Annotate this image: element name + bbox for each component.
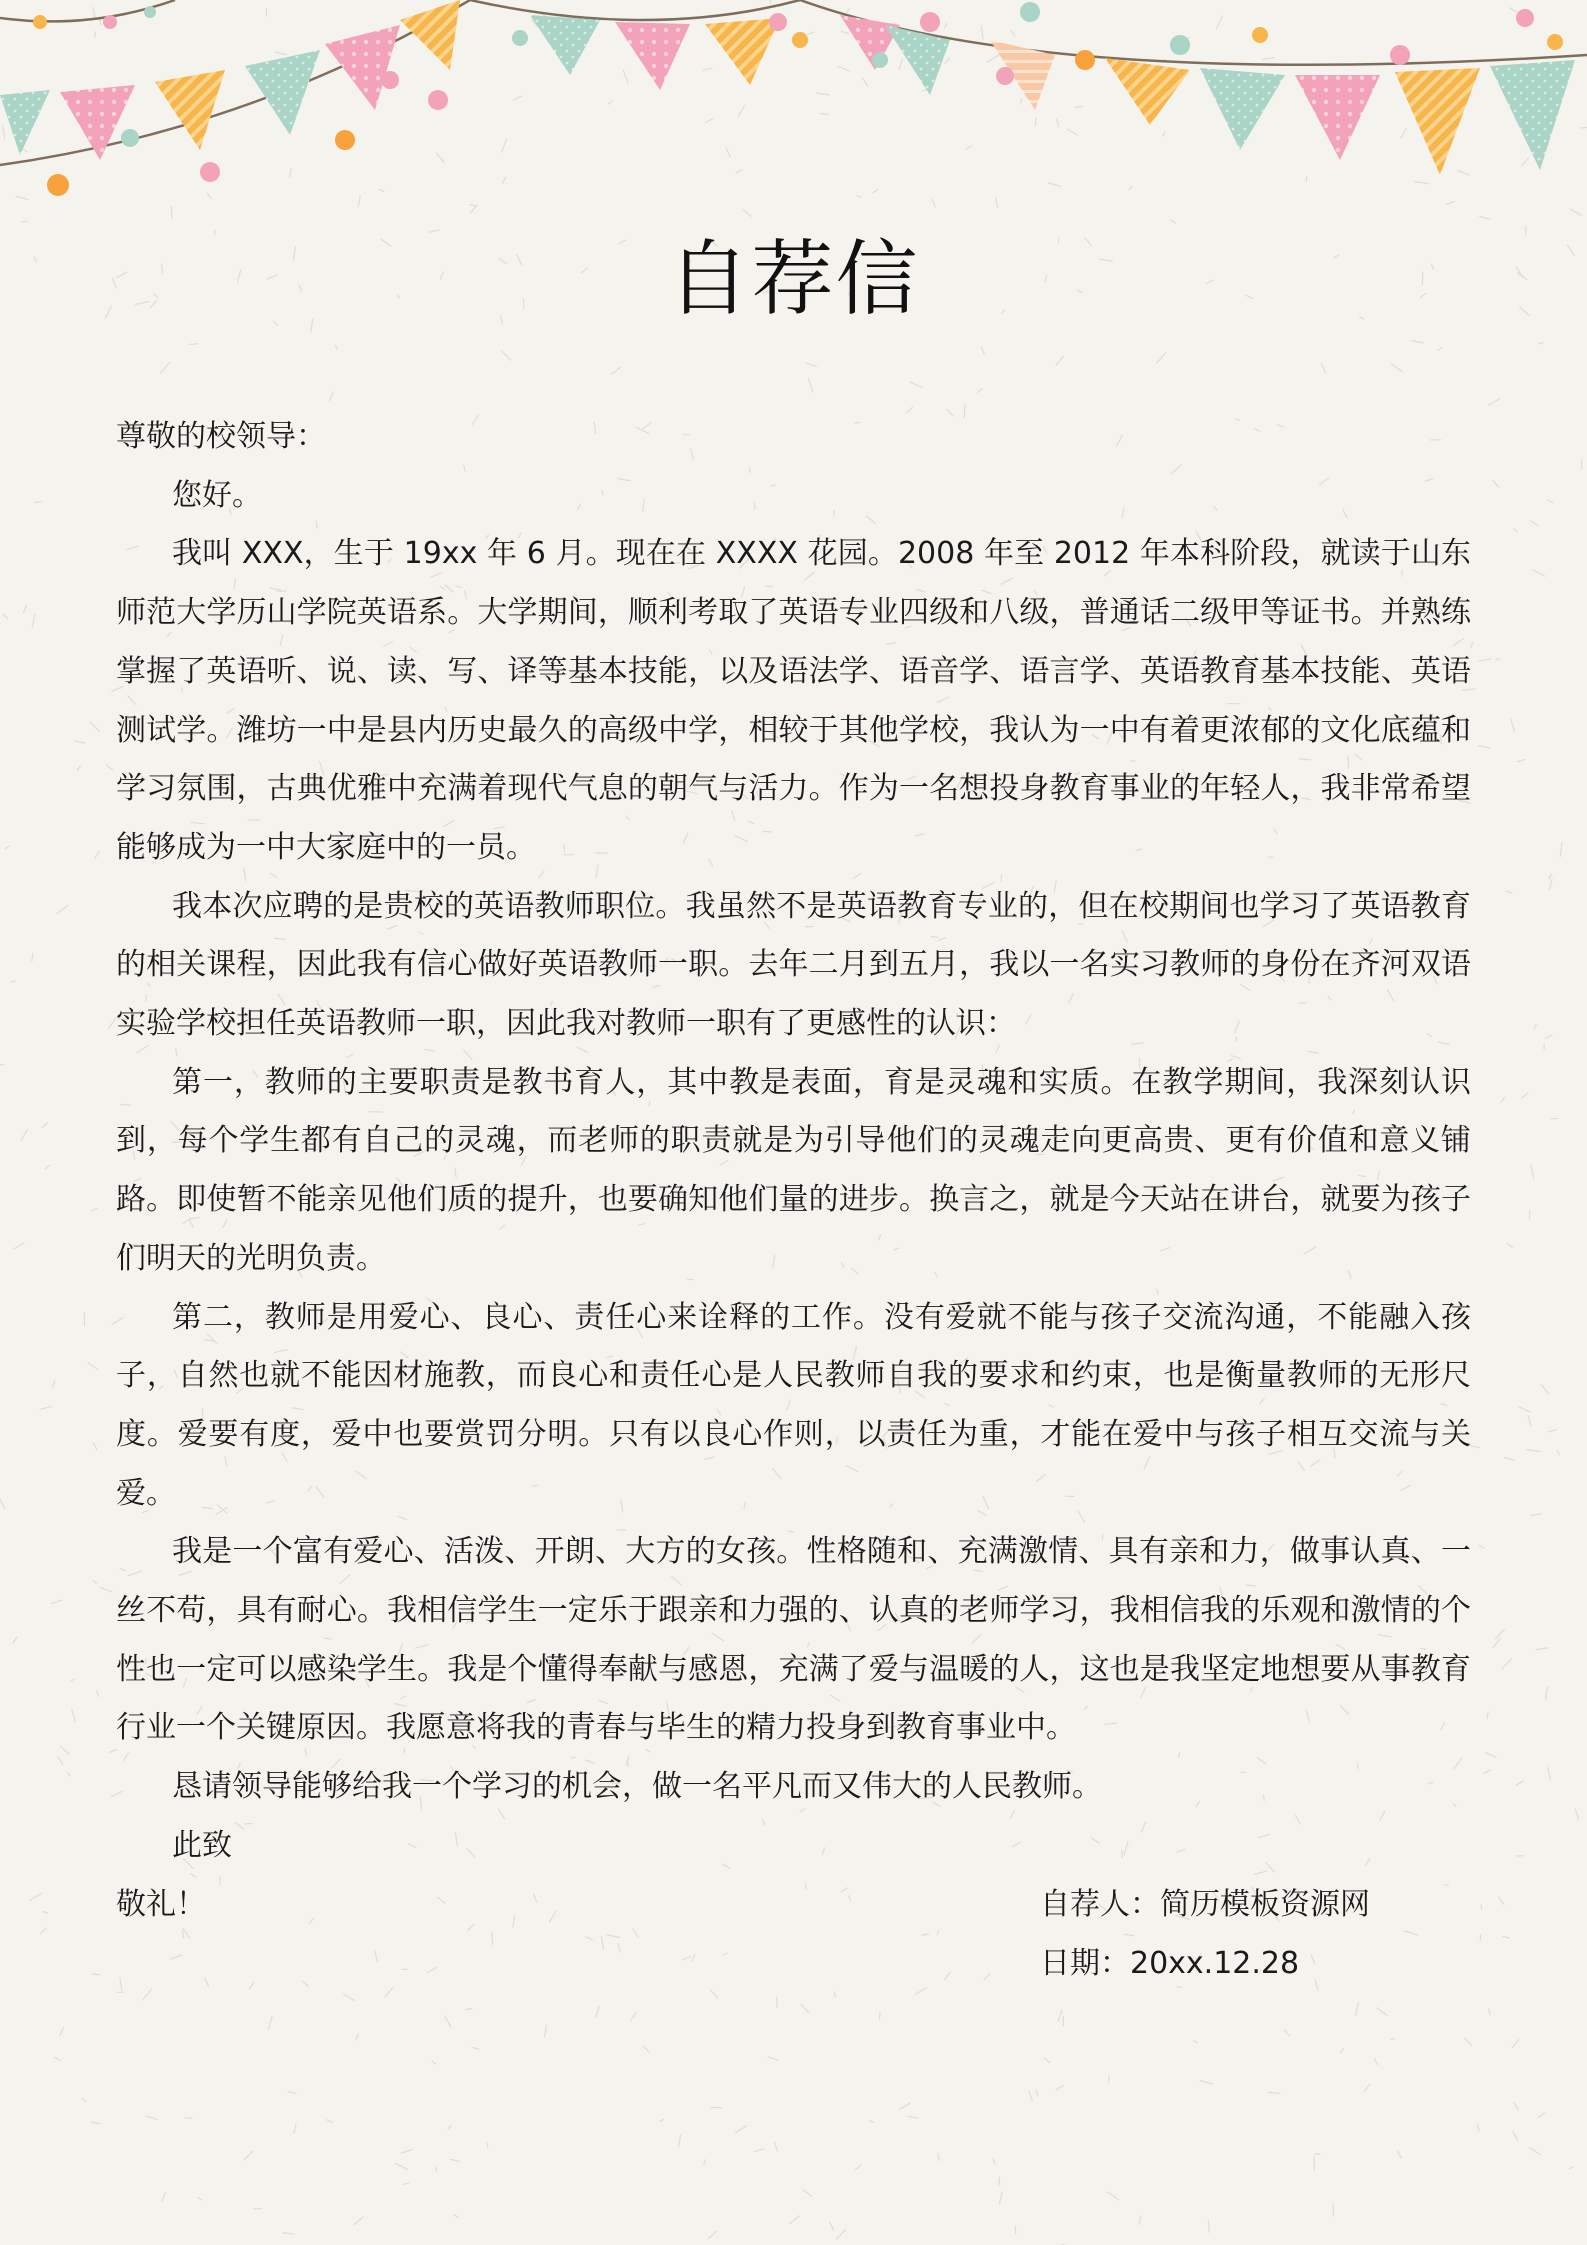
paragraph-point-two: 第二，教师是用爱心、良心、责任心来诠释的工作。没有爱就不能与孩子交流沟通，不能融入孩子，自然也就不能因材施教，而良心和责任心是人民教师自我的要求和约束，也是衡量教师的无形尺度。爱要有度，爱中也要赏罚分明。只有以良心作则，以责任为重，才能在爱中与孩子相互交流与关爱。 <box>116 1299 1471 1511</box>
bunting-decoration <box>0 0 1587 210</box>
salutation: 尊敬的校领导： <box>116 419 326 454</box>
signature-block <box>1040 1876 1370 1993</box>
paragraph-point-one: 第一，教师的主要职责是教书育人，其中教是表面，育是灵魂和实质。在教学期间，我深刻认识到，每个学生都有自己的灵魂，而老师的职责就是为引导他们的灵魂走向更高贵、更有价值和意义铺路。即使暂不能亲见他们质的提升，也要确知他们量的进步。换言之，就是今天站在讲台，就要为孩子们明天的光明负责。 <box>116 1064 1471 1276</box>
letter-body <box>116 408 1471 1934</box>
closing-line-1: 此致 <box>172 1827 232 1863</box>
letter-title: 自荐信 <box>667 232 920 327</box>
paragraph-personality: 我是一个富有爱心、活泼、开朗、大方的女孩。性格随和、充满激情、具有亲和力，做事认真、一丝不苟，具有耐心。我相信学生一定乐于跟亲和力强的、认真的老师学习，我相信我的乐观和激情的个性也一定可以感染学生。我是个懂得奉献与感恩，充满了爱与温暖的人，这也是我坚定地想要从事教育行业一个关键原因。我愿意将我的青春与毕生的精力投身到教育事业中。 <box>116 1534 1471 1746</box>
paragraph-request: 恳请领导能够给我一个学习的机会，做一名平凡而又伟大的人民教师。 <box>172 1769 1102 1805</box>
signature-date: 日期：20xx.12.28 <box>1040 1945 1300 1981</box>
paragraph-position: 我本次应聘的是贵校的英语教师职位。我虽然不是英语教育专业的，但在校期间也学习了英语教育的相关课程，因此我有信心做好英语教师一职。去年二月到五月，我以一名实习教师的身份在齐河双语实验学校担任英语教师一职，因此我对教师一职有了更感性的认识： <box>116 888 1471 1042</box>
signature-author: 自荐人：简历模板资源网 <box>1040 1887 1370 1922</box>
paragraph-intro: 我叫 XXX，生于 19xx 年 6 月。现在在 XXXX 花园。2008 年至 2012 年本科阶段，就读于山东师范大学历山学院英语系。大学期间，顺利考取了英语专业四级和八级，普通话二级甲等证书。并熟练掌握了英语听、说、读、写、译等基本技能，以及语法学、语音学、语言学、英语教育基本技能、英语测试学。潍坊一中是县内历史最久的高级中学，相较于其他学校，我认为一中有着更浓郁的文化底蕴和学习氛围，古典优雅中充满着现代气息的朝气与活力。作为一名想投身教育事业的年轻人，我非常希望能够成为一中大家庭中的一员。 <box>116 536 1471 865</box>
closing-line-2: 敬礼！ <box>116 1886 206 1922</box>
greeting: 您好。 <box>172 477 262 513</box>
